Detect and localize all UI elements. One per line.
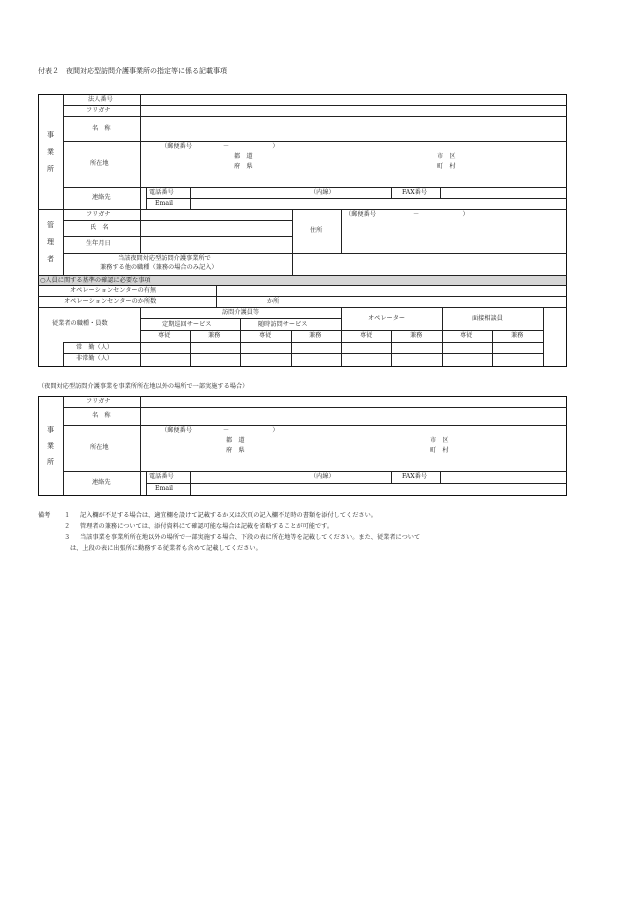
- remark-1-num: １: [64, 512, 71, 519]
- manager-furigana-label: フリガナ: [86, 211, 111, 218]
- branch-vertical-1: 事: [47, 426, 54, 434]
- col-conc-3: 兼務: [410, 332, 423, 339]
- col-conc-4: 兼務: [511, 332, 524, 339]
- operator-header: オペレーター: [368, 315, 406, 322]
- office-vertical-3: 所: [47, 165, 54, 173]
- branch-fuken: 府 県: [226, 447, 245, 454]
- branch-phone-label: 電話番号: [149, 473, 174, 480]
- branch-fax-label: FAX番号: [402, 473, 428, 480]
- office-choson: 町 村: [437, 163, 456, 170]
- remark-3-text: 当該事業を事業所所在地以外の場所で一部実施する場合、下段の表に所在地等を記載してください。また、従業者について: [80, 534, 421, 541]
- manager-vertical-2: 理: [47, 238, 54, 246]
- col-conc-1: 兼務: [208, 332, 221, 339]
- interview-header: 面接相談員: [472, 315, 503, 322]
- col-full-3: 専従: [360, 332, 373, 339]
- col-full-2: 専従: [259, 332, 272, 339]
- office-furigana-label: フリガナ: [86, 107, 111, 114]
- manager-vertical-3: 者: [47, 255, 54, 263]
- remark-3-num: ３: [64, 534, 71, 541]
- op-center-label: オペレーションセンターの有無: [70, 287, 157, 294]
- branch-email-label: Email: [155, 485, 174, 492]
- office-shiku: 市 区: [437, 153, 456, 160]
- office-postal: （郵便番号 － ）: [161, 143, 279, 150]
- manager-vertical-1: 管: [47, 221, 54, 229]
- office-extension: （内線）: [310, 189, 335, 196]
- manager-concurrent-2: 兼務する他の職種（兼務の場合のみ記入）: [100, 264, 218, 271]
- staff-label: 従業者の職種・員数: [52, 320, 108, 327]
- op-count-label: オペレーションセンターのか所数: [64, 298, 157, 305]
- office-vertical-2: 業: [47, 148, 54, 156]
- manager-dob-label: 生年月日: [86, 240, 111, 247]
- branch-address-label: 所在地: [90, 444, 109, 451]
- manager-name-label: 氏 名: [90, 224, 109, 231]
- remarks-label: 備考: [38, 512, 51, 519]
- branch-extension: （内線）: [310, 473, 335, 480]
- branch-caption: （夜間対応型訪問介護事業を事業所所在地以外の場所で一部実施する場合）: [38, 383, 249, 390]
- manager-postal: （郵便番号 － ）: [345, 211, 469, 218]
- home-care-header: 訪問介護員等: [222, 309, 260, 316]
- branch-furigana-label: フリガナ: [86, 398, 111, 405]
- remark-2-text: 管理者の兼務については、添付資料にて確認可能な場合は記載を省略することが可能です。: [80, 523, 334, 530]
- office-vertical-1: 事: [47, 131, 54, 139]
- col-full-1: 専従: [158, 332, 171, 339]
- manager-address-label: 住所: [310, 227, 323, 234]
- office-name-label: 名 称: [92, 125, 111, 132]
- office-address-label: 所在地: [90, 160, 109, 167]
- office-email-label: Email: [155, 200, 174, 207]
- office-todo: 都 道: [234, 153, 253, 160]
- branch-vertical-2: 業: [47, 442, 54, 450]
- parttime-row-label: 非常勤（人）: [76, 355, 114, 362]
- form-heading: 付表２ 夜間対応型訪問介護事業所の指定等に係る記載事項: [38, 67, 227, 75]
- manager-concurrent-1: 当該夜間対応型訪問介護事業所で: [118, 255, 211, 262]
- col-full-4: 専従: [460, 332, 473, 339]
- ondemand-header: 随時訪問サービス: [258, 321, 308, 328]
- office-contact-label: 連絡先: [92, 194, 111, 201]
- office-phone-label: 電話番号: [149, 189, 174, 196]
- remark-1-text: 記入欄が不足する場合は、適宜欄を設けて記載するか又は次頁の記入欄不足時の書類を添付してください。: [80, 512, 377, 519]
- col-conc-2: 兼務: [309, 332, 322, 339]
- fulltime-row-label: 常 勤（人）: [76, 344, 114, 351]
- office-fax-label: FAX番号: [402, 189, 428, 196]
- kasho-unit: か所: [267, 298, 280, 305]
- office-fuken: 府 県: [234, 163, 253, 170]
- regular-header: 定期巡回サービス: [162, 321, 212, 328]
- branch-todo: 都 道: [226, 437, 245, 444]
- corp-number-label: 法人番号: [88, 96, 113, 103]
- remark-2-num: ２: [64, 523, 71, 530]
- remark-3-cont: は、上段の表に出張所に勤務する従業者も含めて記載してください。: [70, 545, 262, 552]
- branch-vertical-3: 所: [47, 458, 54, 466]
- branch-contact-label: 連絡先: [92, 479, 111, 486]
- branch-shiku: 市 区: [430, 437, 449, 444]
- branch-choson: 町 村: [430, 447, 449, 454]
- branch-name-label: 名 称: [92, 412, 111, 419]
- section-header: ○人員に関する基準の確認に必要な事項: [40, 277, 151, 284]
- branch-postal: （郵便番号 － ）: [161, 427, 279, 434]
